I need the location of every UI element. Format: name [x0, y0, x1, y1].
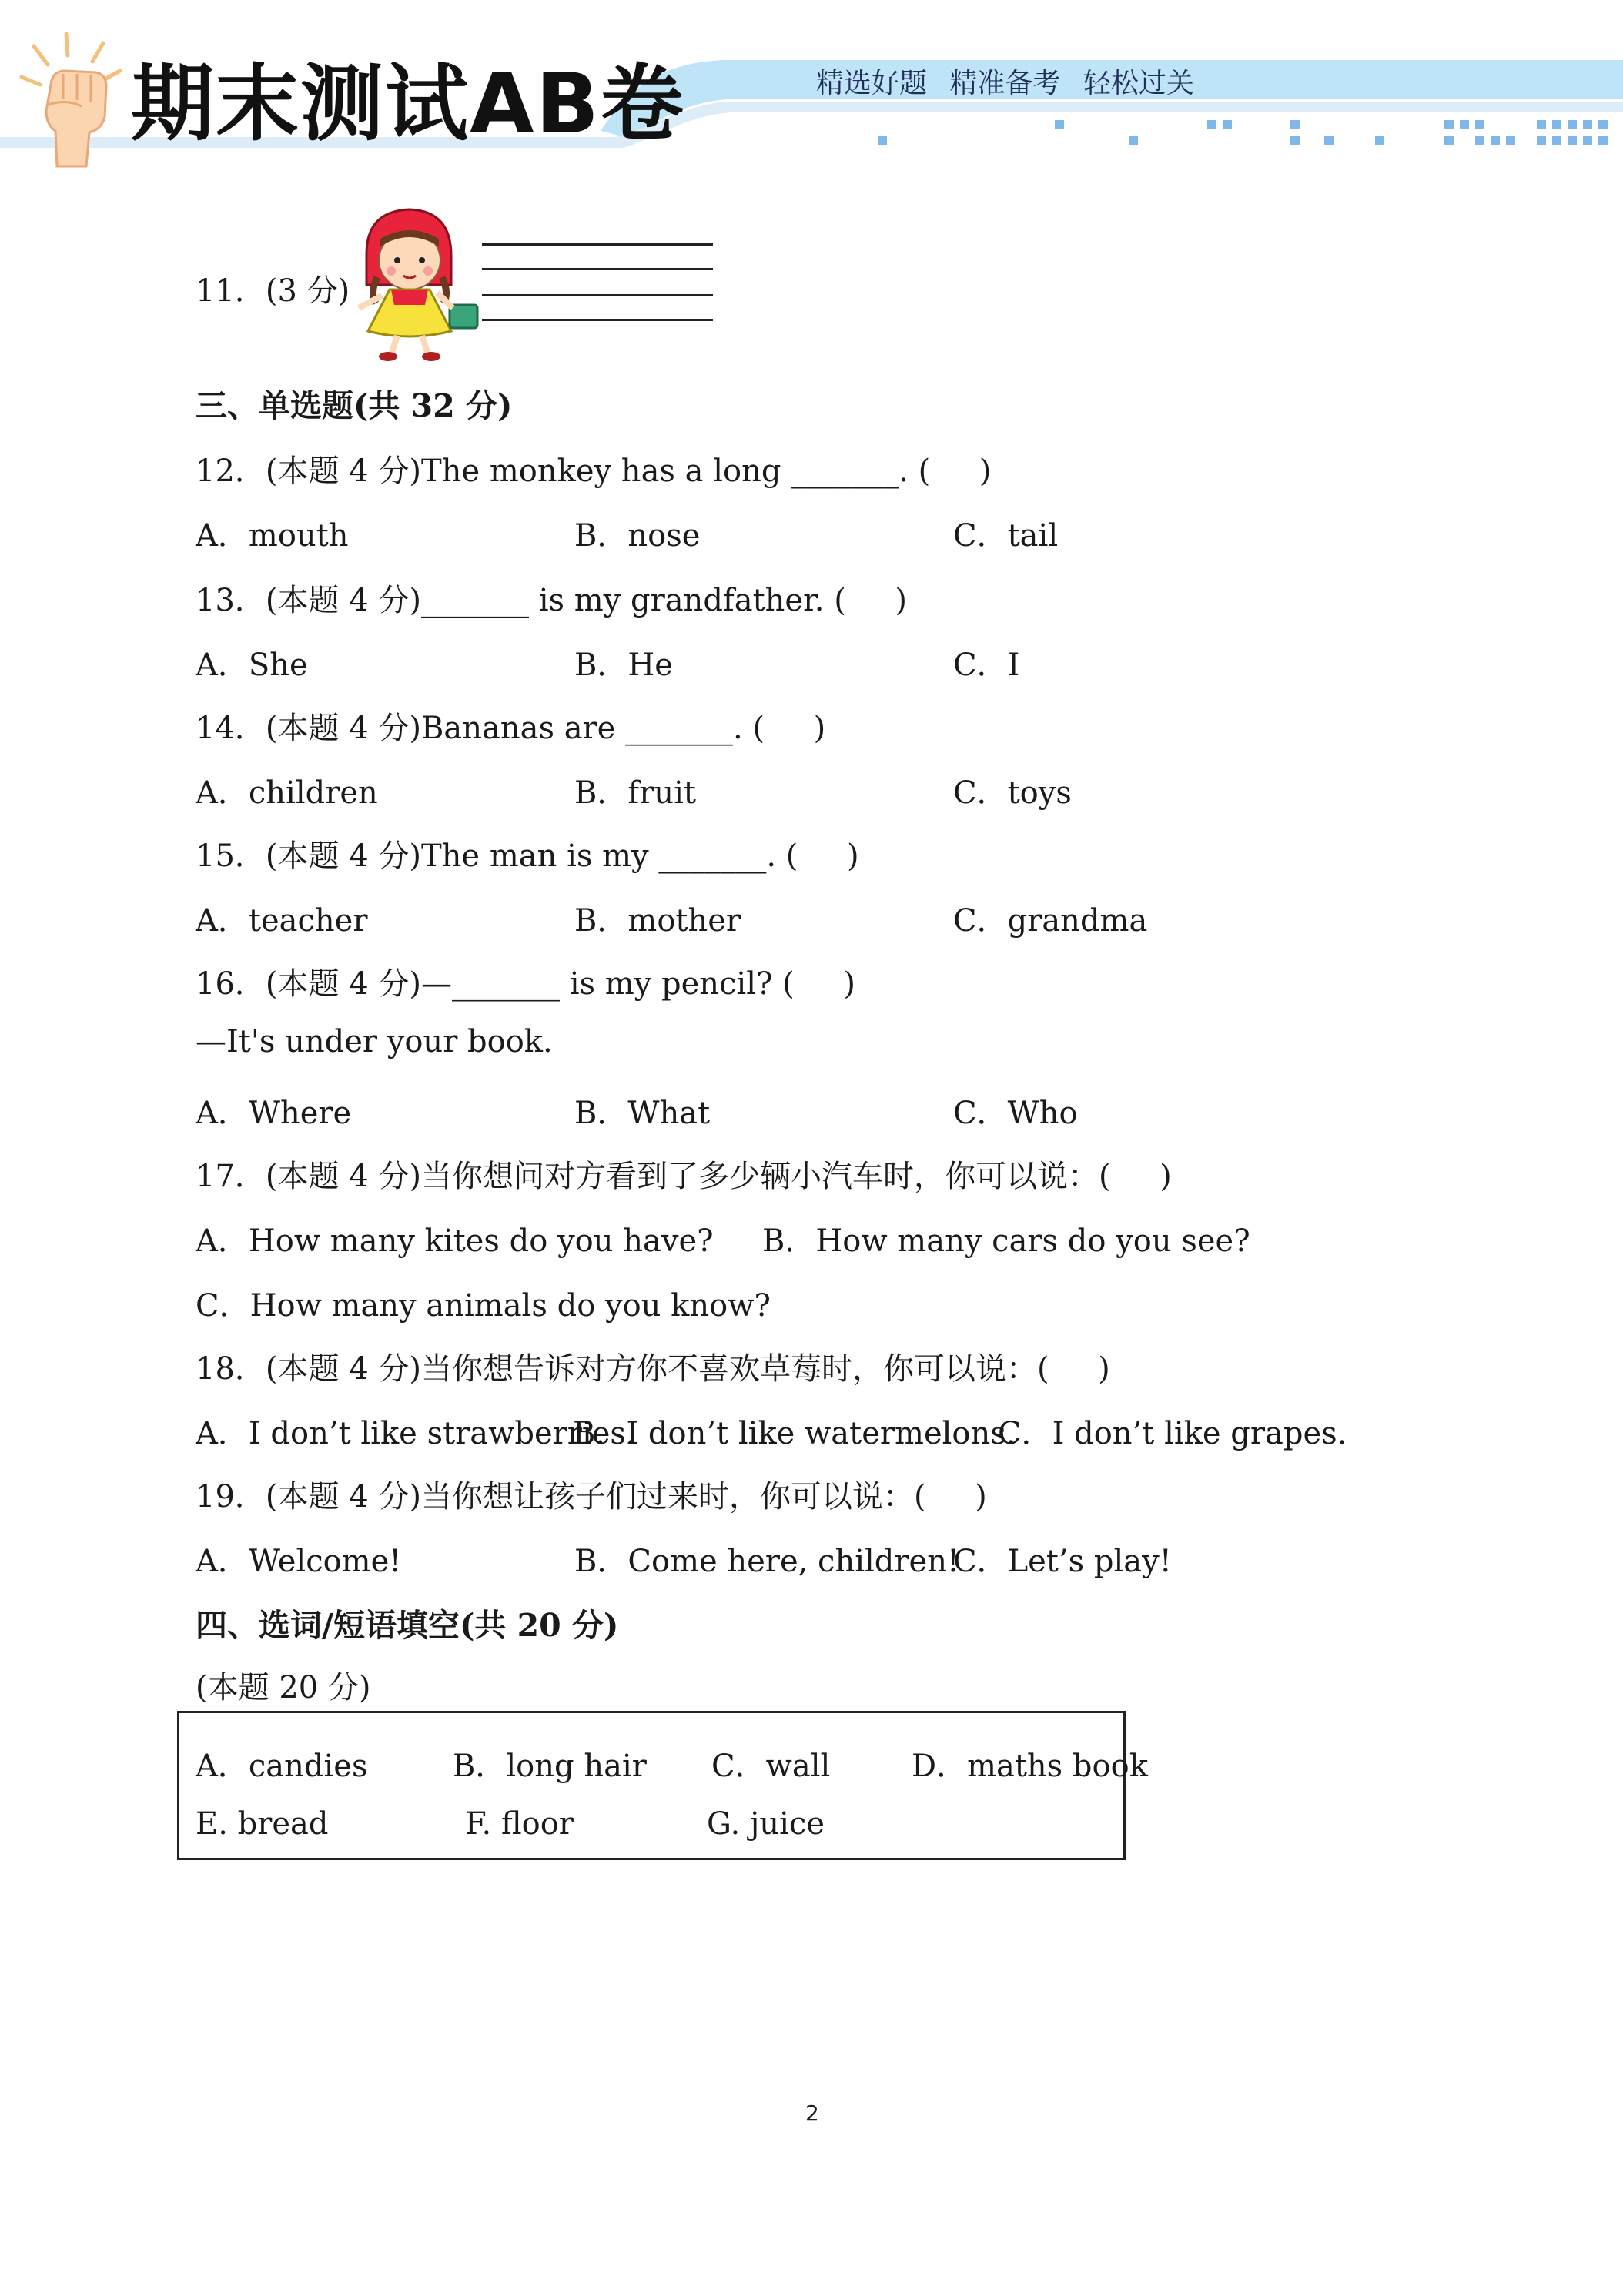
question-18-option-a[interactable]: A．I don’t like strawberries. — [196, 1416, 636, 1451]
question-16-option-a[interactable]: A．Where — [196, 1096, 352, 1131]
question-13-option-a[interactable]: A．She — [196, 648, 308, 683]
question-14-option-b[interactable]: B．fruit — [574, 775, 696, 811]
question-11-label: 11．(3 分) — [196, 273, 350, 309]
section-4-note: (本题 20 分) — [196, 1670, 371, 1705]
word-bank-item-f: F. floor — [465, 1806, 574, 1842]
question-16-option-c[interactable]: C．Who — [953, 1096, 1078, 1131]
question-13-option-b[interactable]: B．He — [574, 648, 673, 683]
section-4-title: 四、选词/短语填空(共 20 分) — [196, 1607, 619, 1644]
word-bank-item-e: E. bread — [196, 1806, 329, 1842]
question-18-stem: 18．(本题 4 分)当你想告诉对方你不喜欢草莓时，你可以说：( ) — [196, 1351, 1110, 1387]
question-19-option-b[interactable]: B．Come here, children! — [574, 1544, 960, 1579]
question-16-option-b[interactable]: B．What — [574, 1096, 711, 1131]
exam-title: 期末测试AB卷 — [131, 56, 685, 152]
question-15-option-c[interactable]: C．grandma — [953, 903, 1148, 939]
word-bank-item-b: B．long hair — [453, 1749, 647, 1784]
answer-line-3[interactable] — [482, 294, 713, 296]
question-14-stem: 14．(本题 4 分)Bananas are _______. ( ) — [196, 711, 826, 746]
question-14-option-c[interactable]: C．toys — [953, 775, 1072, 811]
question-15-option-a[interactable]: A．teacher — [196, 903, 368, 939]
page-header — [0, 0, 1623, 177]
question-17-option-c[interactable]: C．How many animals do you know? — [196, 1288, 771, 1324]
raised-fist-icon — [12, 31, 128, 169]
question-17-option-b[interactable]: B．How many cars do you see? — [762, 1223, 1250, 1259]
question-12-option-a[interactable]: A．mouth — [196, 518, 349, 554]
header-tagline: 精选好题 精准备考 轻松过关 — [816, 68, 1194, 99]
word-bank-item-a: A．candies — [196, 1749, 368, 1784]
answer-line-1[interactable] — [482, 243, 713, 246]
question-18-option-b[interactable]: B．I don’t like watermelons. — [573, 1416, 1016, 1451]
question-17-option-a[interactable]: A．How many kites do you have? — [196, 1223, 714, 1259]
question-14-option-a[interactable]: A．children — [196, 775, 378, 811]
question-15-option-b[interactable]: B．mother — [574, 903, 741, 939]
question-16-response: —It's under your book. — [196, 1024, 553, 1059]
question-17-stem: 17．(本题 4 分)当你想问对方看到了多少辆小汽车时，你可以说：( ) — [196, 1159, 1172, 1194]
answer-line-2[interactable] — [482, 268, 713, 270]
question-15-stem: 15．(本题 4 分)The man is my _______. ( ) — [196, 838, 859, 874]
word-bank-item-d: D．maths book — [912, 1749, 1148, 1784]
word-bank-item-g: G. juice — [707, 1806, 825, 1842]
section-3-title: 三、单选题(共 32 分) — [196, 387, 513, 424]
question-13-option-c[interactable]: C．I — [953, 648, 1020, 683]
answer-line-4[interactable] — [482, 319, 713, 321]
question-18-option-c[interactable]: C．I don’t like grapes. — [998, 1416, 1347, 1451]
question-12-option-c[interactable]: C．tail — [953, 518, 1059, 554]
question-16-stem: 16．(本题 4 分)—_______ is my pencil? ( ) — [196, 966, 855, 1002]
question-19-option-a[interactable]: A．Welcome! — [196, 1544, 402, 1579]
question-13-stem: 13．(本题 4 分)_______ is my grandfather. ( ) — [196, 583, 908, 618]
page-number: 2 — [805, 2100, 819, 2126]
question-19-option-c[interactable]: C．Let’s play! — [953, 1544, 1172, 1579]
question-12-stem: 12．(本题 4 分)The monkey has a long _______. ( ) — [196, 454, 992, 489]
girl-red-hood-illustration — [336, 200, 487, 362]
word-bank-item-c: C．wall — [711, 1749, 831, 1784]
question-12-option-b[interactable]: B．nose — [574, 518, 701, 554]
question-19-stem: 19．(本题 4 分)当你想让孩子们过来时，你可以说：( ) — [196, 1479, 987, 1514]
